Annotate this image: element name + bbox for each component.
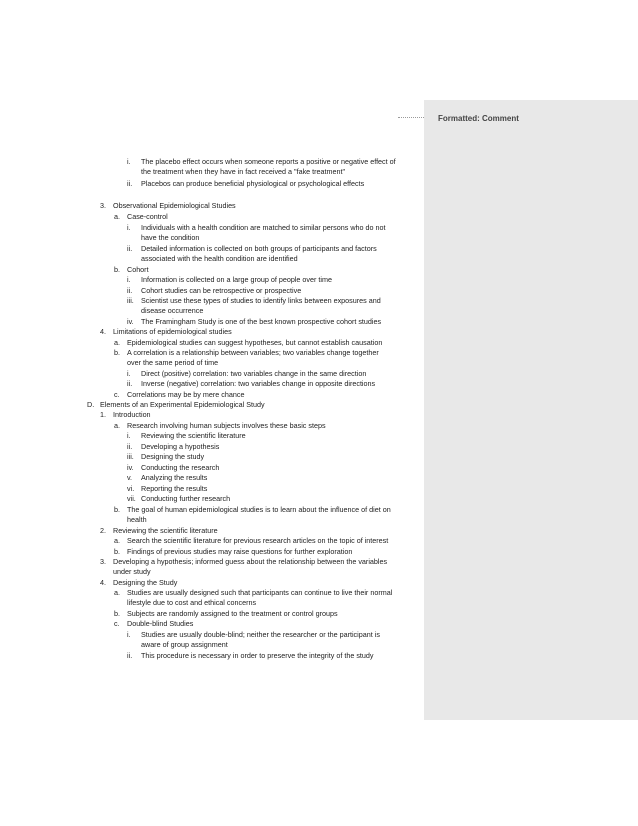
list-item-text: Developing a hypothesis: [141, 442, 220, 451]
list-marker: ii.: [127, 442, 133, 451]
list-marker: c.: [114, 390, 120, 399]
list-marker: b.: [114, 547, 120, 556]
list-marker: i.: [127, 431, 131, 440]
list-item-text: Direct (positive) correlation: two variables change in the same direction: [141, 369, 367, 378]
list-marker: iii.: [127, 452, 134, 461]
list-item-text: Designing the study: [141, 452, 205, 461]
list-marker: i.: [127, 630, 131, 639]
list-marker: a.: [114, 536, 120, 545]
list-marker: ii.: [127, 379, 133, 388]
list-item-text: Designing the Study: [113, 578, 178, 587]
list-marker: 4.: [100, 327, 106, 336]
list-marker: 3.: [100, 201, 106, 210]
list-marker: i.: [127, 369, 131, 378]
list-marker: v.: [127, 473, 133, 482]
list-item-text: Double-blind Studies: [127, 619, 194, 628]
list-marker: b.: [114, 265, 120, 274]
list-marker: iv.: [127, 317, 134, 326]
comment-label: Formatted: Comment: [438, 114, 519, 123]
list-item-text: The placebo effect occurs when someone reports a positive or negative effect of: [141, 157, 396, 166]
list-item-text: health: [127, 515, 147, 524]
list-item-text: The Framingham Study is one of the best known prospective cohort studies: [141, 317, 382, 326]
list-item-text: Epidemiological studies can suggest hypotheses, but cannot establish causation: [127, 338, 383, 347]
list-item-text: Reviewing the scientific literature: [141, 431, 246, 440]
list-item-text: Conducting the research: [141, 463, 220, 472]
list-item-text: Subjects are randomly assigned to the treatment or control groups: [127, 609, 338, 618]
list-item-text: Findings of previous studies may raise questions for further exploration: [127, 547, 353, 556]
list-item-text: Search the scientific literature for previous research articles on the topic of interest: [127, 536, 389, 545]
comment-pane: [424, 100, 638, 720]
list-marker: 2.: [100, 526, 106, 535]
list-marker: a.: [114, 421, 120, 430]
list-marker: vi.: [127, 484, 135, 493]
list-item-text: Developing a hypothesis; informed guess about the relationship between the variables: [113, 557, 388, 566]
list-item-text: under study: [113, 567, 151, 576]
list-item-text: Cohort: [127, 265, 149, 274]
list-item-text: Conducting further research: [141, 494, 231, 503]
list-marker: 4.: [100, 578, 106, 587]
list-marker: ii.: [127, 179, 133, 188]
list-item-text: Inverse (negative) correlation: two variables change in opposite directions: [141, 379, 376, 388]
list-item-text: Information is collected on a large group of people over time: [141, 275, 332, 284]
list-item-text: Studies are usually double-blind; neither the researcher or the participant is: [141, 630, 380, 639]
list-marker: i.: [127, 275, 131, 284]
list-marker: 1.: [100, 410, 106, 419]
list-item-text: Detailed information is collected on both groups of participants and factors: [141, 244, 377, 253]
list-marker: i.: [127, 223, 131, 232]
list-item-text: Analyzing the results: [141, 473, 208, 482]
list-marker: ii.: [127, 651, 133, 660]
list-item-text: Elements of an Experimental Epidemiological Study: [100, 400, 265, 409]
list-marker: D.: [87, 400, 95, 409]
list-item-text: Individuals with a health condition are matched to similar persons who do not: [141, 223, 386, 232]
list-item-text: have the condition: [141, 233, 200, 242]
list-marker: iii.: [127, 296, 134, 305]
list-marker: a.: [114, 212, 120, 221]
list-marker: i.: [127, 157, 131, 166]
list-marker: b.: [114, 348, 120, 357]
list-marker: a.: [114, 338, 120, 347]
list-marker: c.: [114, 619, 120, 628]
list-item-text: disease occurrence: [141, 306, 204, 315]
list-marker: ii.: [127, 244, 133, 253]
list-item-text: The goal of human epidemiological studies is to learn about the influence of diet on: [127, 505, 391, 514]
list-item-text: Introduction: [113, 410, 151, 419]
list-item-text: Cohort studies can be retrospective or prospective: [141, 286, 302, 295]
list-item-text: the treatment when they have in fact received a "fake treatment": [141, 167, 346, 176]
list-item-text: Scientist use these types of studies to identify links between exposures and: [141, 296, 381, 305]
list-item-text: associated with the health condition are identified: [141, 254, 298, 263]
list-item-text: Studies are usually designed such that participants can continue to live their normal: [127, 588, 393, 597]
list-item-text: Placebos can produce beneficial physiological or psychological effects: [141, 179, 365, 188]
list-item-text: Limitations of epidemiological studies: [113, 327, 232, 336]
list-item-text: A correlation is a relationship between variables; two variables change together: [127, 348, 379, 357]
list-marker: b.: [114, 505, 120, 514]
list-marker: iv.: [127, 463, 134, 472]
list-item-text: Case-control: [127, 212, 168, 221]
list-item-text: over the same period of time: [127, 358, 219, 367]
list-marker: a.: [114, 588, 120, 597]
list-marker: vii.: [127, 494, 136, 503]
list-marker: 3.: [100, 557, 106, 566]
list-item-text: Reviewing the scientific literature: [113, 526, 218, 535]
list-item-text: aware of group assignment: [141, 640, 228, 649]
list-item-text: Correlations may be by mere chance: [127, 390, 245, 399]
list-item-text: This procedure is necessary in order to preserve the integrity of the study: [141, 651, 374, 660]
list-marker: b.: [114, 609, 120, 618]
list-item-text: lifestyle due to cost and ethical concerns: [127, 598, 257, 607]
list-item-text: Observational Epidemiological Studies: [113, 201, 236, 210]
comment-leader-line: [398, 117, 424, 118]
list-item-text: Research involving human subjects involves these basic steps: [127, 421, 326, 430]
list-marker: ii.: [127, 286, 133, 295]
list-item-text: Reporting the results: [141, 484, 208, 493]
